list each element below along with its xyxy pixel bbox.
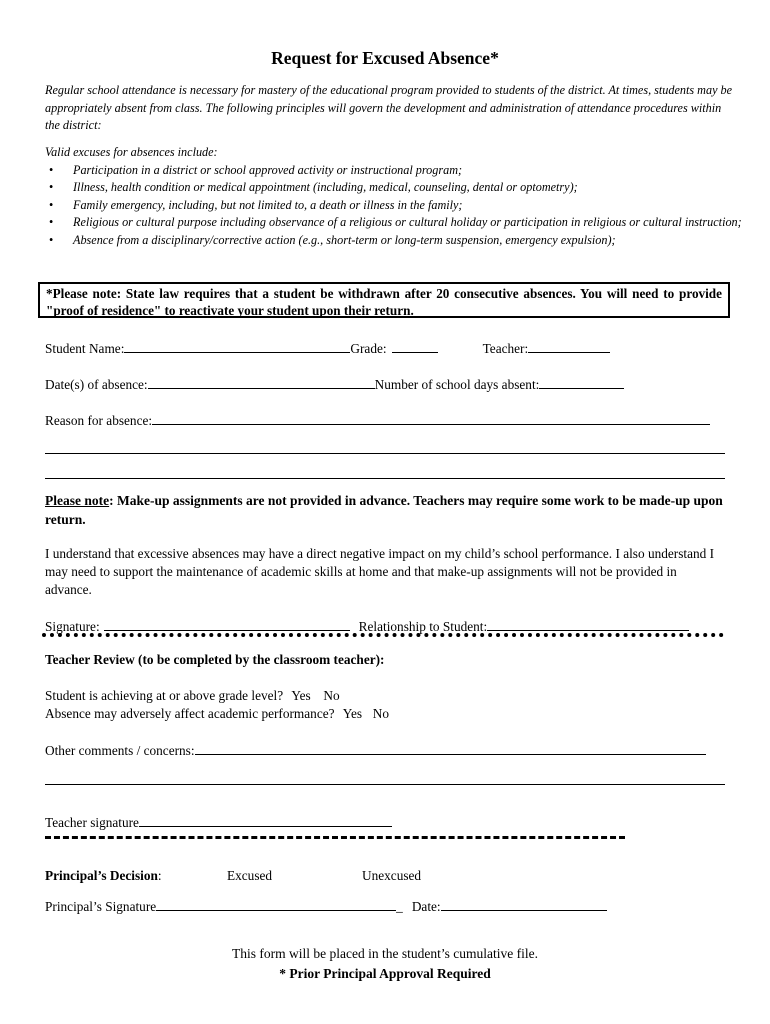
bullet-icon: • (49, 180, 54, 194)
list-item: • Illness, health condition or medical appointment (including, medical, counseling, dental or optometry); (45, 179, 745, 197)
teacher-signature-row (45, 814, 392, 831)
dotted-divider (42, 633, 724, 637)
principal-signature-row: Principal’s Signature _ Date: (45, 898, 607, 915)
date-field[interactable] (441, 898, 607, 911)
num-days-field[interactable] (539, 376, 624, 389)
principal-decision-row: Principal’s Decision: (45, 868, 162, 883)
bullet-icon: • (49, 162, 54, 177)
state-law-notice: *Please note: State law requires that a student be withdrawn after 20 consecutive absences. You will need to provide "proof of residence" to reactivate your student upon their return. (38, 282, 730, 318)
performance-question: Absence may adversely affect academic performance? Yes No (45, 706, 389, 721)
valid-excuses-heading: Valid excuses for absences include: (45, 145, 218, 159)
comments-row (45, 742, 706, 759)
list-item: • Absence from a disciplinary/corrective action (e.g., short-term or long-term suspension, emergency expulsion); (45, 232, 745, 250)
comments-line-2[interactable] (45, 784, 725, 785)
relationship-field[interactable] (487, 618, 689, 631)
bullet-icon: • (49, 232, 54, 247)
understanding-paragraph: I understand that excessive absences may have a direct negative impact on my child’s school performance. I also understand I may need to support the maintenance of academic skills at home and that make-up assignments will not be provided in advance. (45, 546, 715, 597)
q2-yes-option[interactable]: Yes (342, 706, 363, 721)
comments-field[interactable] (195, 742, 706, 755)
date-label: Date: (411, 899, 441, 914)
makeup-note-label: Please note (45, 493, 110, 508)
principal-signature-label: Principal’s Signature (45, 899, 157, 914)
student-info-row (45, 340, 610, 357)
reason-line-3[interactable] (45, 478, 725, 479)
bullet-icon: • (49, 215, 54, 229)
footer-cumulative-note: This form will be placed in the student’s cumulative file. (232, 946, 538, 961)
list-item: • Family emergency, including, but not limited to, a death or illness in the family; (45, 197, 745, 215)
footer-approval-note: * Prior Principal Approval Required (279, 966, 491, 981)
bullet-icon: • (49, 197, 54, 212)
grade-level-question: Student is achieving at or above grade level? Yes No (45, 688, 340, 703)
dates-field[interactable] (148, 376, 375, 389)
excused-option[interactable]: Excused (227, 868, 273, 883)
student-name-field[interactable] (124, 340, 350, 353)
reason-row (45, 412, 710, 429)
reason-field[interactable] (152, 412, 710, 425)
list-item: • Religious or cultural purpose including observance of a religious or cultural holiday or participation in religious or cultural instruction; (45, 214, 745, 232)
reason-label: Reason for absence: (45, 413, 153, 428)
num-days-label: Number of school days absent: (374, 377, 540, 392)
signature-field[interactable] (104, 618, 350, 631)
student-name-label: Student Name: (45, 341, 125, 356)
q1-yes-option[interactable]: Yes (291, 688, 311, 703)
reason-line-2[interactable] (45, 453, 725, 454)
list-item: • Participation in a district or school approved activity or instructional program; (45, 162, 745, 180)
dates-label: Date(s) of absence: (45, 377, 148, 392)
q2-no-option[interactable]: No (372, 706, 389, 721)
makeup-note-text: : Make-up assignments are not provided in advance. Teachers may require some work to be made-up upon return. (45, 493, 723, 527)
absence-dates-row (45, 376, 624, 393)
valid-excuses-list (45, 162, 745, 250)
q1-no-option[interactable]: No (323, 688, 340, 703)
grade-field[interactable] (392, 340, 438, 353)
page-title: Request for Excused Absence* (271, 48, 499, 68)
comments-label: Other comments / concerns: (45, 743, 195, 758)
dashed-divider (45, 836, 625, 839)
principal-signature-field[interactable] (156, 898, 396, 911)
intro-paragraph: Regular school attendance is necessary for mastery of the educational program provided to students of the district. At times, students may be appropriately absent from class. The following principles will govern the development and administration of attendance procedures within the district: (45, 83, 733, 132)
teacher-label: Teacher: (482, 341, 529, 356)
principal-decision-label: Principal’s Decision (45, 868, 158, 883)
unexcused-option[interactable]: Unexcused (362, 868, 422, 883)
teacher-review-heading: Teacher Review (to be completed by the classroom teacher): (45, 652, 385, 667)
grade-label: Grade: (350, 341, 387, 356)
teacher-signature-label: Teacher signature (45, 815, 139, 830)
valid-excuses-section (45, 144, 745, 249)
makeup-note (45, 491, 725, 529)
teacher-field[interactable] (528, 340, 610, 353)
teacher-signature-field[interactable] (139, 814, 392, 827)
signature-label: Signature: (45, 619, 100, 634)
relationship-label: Relationship to Student: (358, 619, 488, 634)
